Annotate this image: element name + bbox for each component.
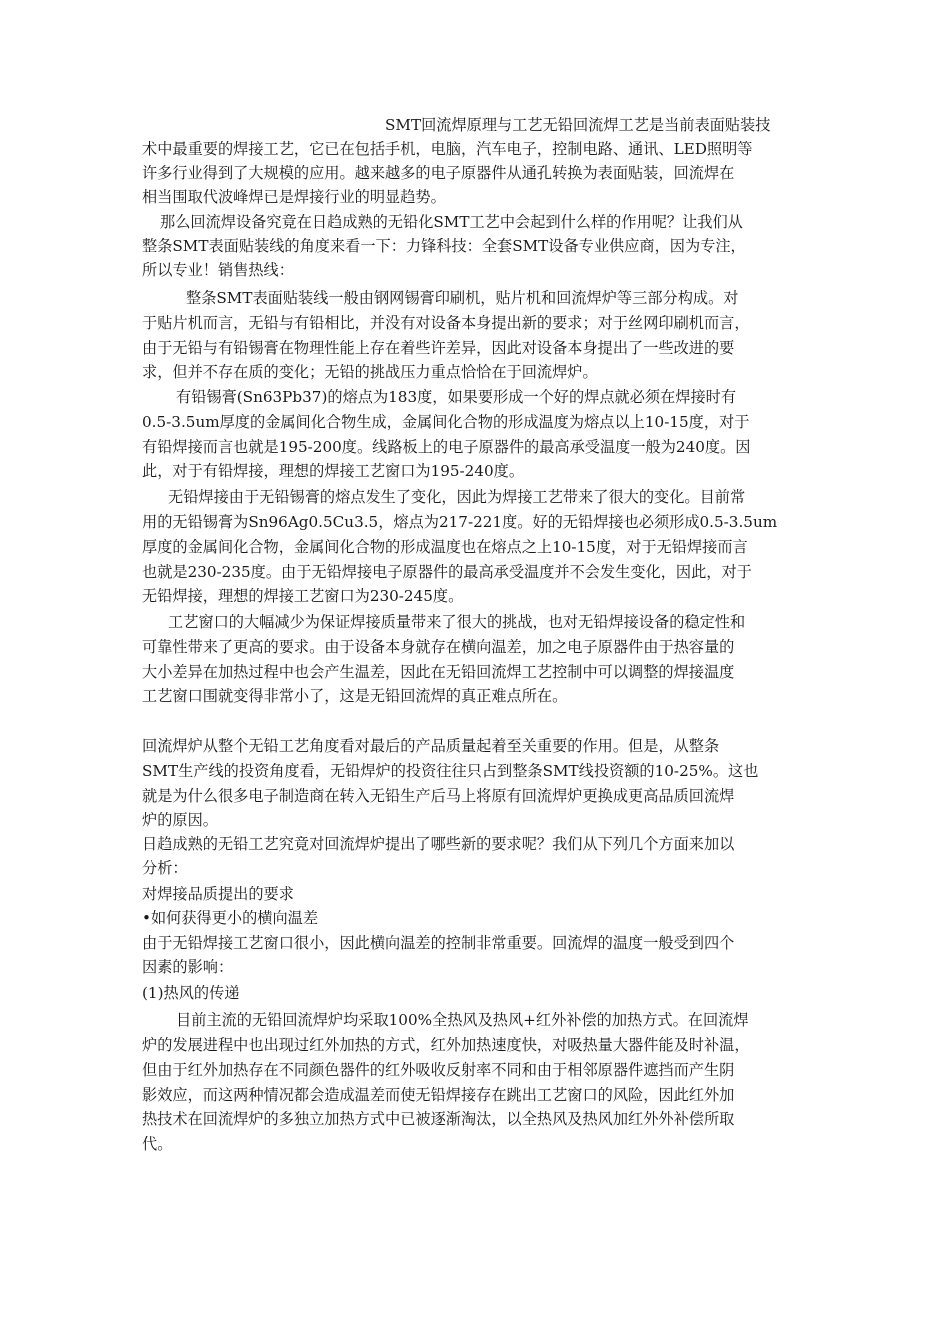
text-line: 整条SMT表面贴装线一般由钢网锡膏印刷机，贴片机和回流焊炉等三部分构成。对 xyxy=(186,289,739,307)
text-line: 于贴片机而言，无铅与有铅相比，并没有对设备本身提出新的要求；对于丝网印刷机而言， xyxy=(142,314,750,332)
text-line: 大小差异在加热过程中也会产生温差，因此在无铅回流焊工艺控制中可以调整的焊接温度 xyxy=(142,663,735,681)
text-line: 日趋成熟的无铅工艺究竟对回流焊炉提出了哪些新的要求呢？我们从下列几个方面来加以 xyxy=(142,835,735,853)
text-line: 工艺窗口的大幅减少为保证焊接质量带来了很大的挑战，也对无铅焊接设备的稳定性和 xyxy=(168,613,746,631)
text-line: 那么回流焊设备究竟在日趋成熟的无铅化SMT工艺中会起到什么样的作用呢？让我们从 xyxy=(160,213,743,231)
text-line: 由于无铅与有铅锡膏在物理性能上存在着些许差异，因此对设备本身提出了一些改进的要 xyxy=(142,339,735,357)
text-line: 求，但并不存在质的变化；无铅的挑战压力重点恰恰在于回流焊炉。 xyxy=(142,363,598,381)
text-line: 术中最重要的焊接工艺，它已在包括手机，电脑，汽车电子，控制电路、通讯、LED照明等 xyxy=(142,140,753,158)
text-line: 此，对于有铅焊接，理想的焊接工艺窗口为195-240度。 xyxy=(142,462,525,480)
section-heading: 对焊接品质提出的要求 xyxy=(142,885,294,903)
text-line: 回流焊炉从整个无铅工艺角度看对最后的产品质量起着至关重要的作用。但是，从整条 xyxy=(142,737,720,755)
text-line: 0.5-3.5um厚度的金属间化合物生成，金属间化合物的形成温度为熔点以上10-15度，对于 xyxy=(142,413,750,431)
text-line: 目前主流的无铅回流焊炉均采取100%全热风及热风+红外补偿的加热方式。在回流焊 xyxy=(176,1011,749,1029)
text-line: 工艺窗口围就变得非常小了，这是无铅回流焊的真正难点所在。 xyxy=(142,687,568,705)
text-line: 用的无铅锡膏为Sn96Ag0.5Cu3.5，熔点为217-221度。好的无铅焊接也必须形成0.5-3.5um xyxy=(142,513,778,531)
text-line: 但由于红外加热存在不同颜色器件的红外吸收反射率不同和由于相邻原器件遮挡而产生阴 xyxy=(142,1061,735,1079)
text-line: 就是为什么很多电子制造商在转入无铅生产后马上将原有回流焊炉更换成更高品质回流焊 xyxy=(142,787,735,805)
text-line: 无铅焊接，理想的焊接工艺窗口为230-245度。 xyxy=(142,587,464,605)
text-line: 炉的原因。 xyxy=(142,811,218,829)
text-line: 整条SMT表面贴装线的角度来看一下：力锋科技：全套SMT设备专业供应商，因为专注， xyxy=(142,237,746,255)
text-line: 有铅焊接而言也就是195-200度。线路板上的电子原器件的最高承受温度一般为240度。因 xyxy=(142,438,751,456)
text-line: 无铅焊接由于无铅锡膏的熔点发生了变化，因此为焊接工艺带来了很大的变化。目前常 xyxy=(168,488,746,506)
text-line: 热技术在回流焊炉的多独立加热方式中已被逐渐淘汰，以全热风及热风加红外外补偿所取 xyxy=(142,1110,735,1128)
text-line: 影效应，而这两种情况都会造成温差而使无铅焊接存在跳出工艺窗口的风险，因此红外加 xyxy=(142,1086,735,1104)
text-line: 炉的发展进程中也出现过红外加热的方式，红外加热速度快，对吸热量大器件能及时补温， xyxy=(142,1036,750,1054)
text-line: 也就是230-235度。由于无铅焊接电子原器件的最高承受温度并不会发生变化，因此，对于 xyxy=(142,563,752,581)
text-line: 厚度的金属间化合物，金属间化合物的形成温度也在熔点之上10-15度，对于无铅焊接而言 xyxy=(142,538,748,556)
text-line: 因素的影响： xyxy=(142,958,234,976)
text-line: 相当围取代波峰焊已是焊接行业的明显趋势。 xyxy=(142,188,446,206)
text-line: 分析： xyxy=(142,859,188,877)
text-line: 许多行业得到了大规模的应用。越来越多的电子原器件从通孔转换为表面贴装，回流焊在 xyxy=(142,164,735,182)
bullet-item: •如何获得更小的横向温差 xyxy=(142,909,319,927)
text-line: 代。 xyxy=(142,1135,173,1153)
text-line: 所以专业！销售热线： xyxy=(142,261,294,279)
text-line: SMT生产线的投资角度看，无铅焊炉的投资往往只占到整条SMT线投资额的10-25%。这也 xyxy=(142,762,759,780)
text-line: 可靠性带来了更高的要求。由于设备本身就存在横向温差，加之电子原器件由于热容量的 xyxy=(142,638,735,656)
text-line: 由于无铅焊接工艺窗口很小，因此横向温差的控制非常重要。回流焊的温度一般受到四个 xyxy=(142,934,735,952)
subheading: (1)热风的传递 xyxy=(142,984,240,1002)
title-line: SMT回流焊原理与工艺无铅回流焊工艺是当前表面贴装技 xyxy=(385,116,771,134)
text-line: 有铅锡膏(Sn63Pb37)的熔点为183度，如果要形成一个好的焊点就必须在焊接时有 xyxy=(176,388,737,406)
